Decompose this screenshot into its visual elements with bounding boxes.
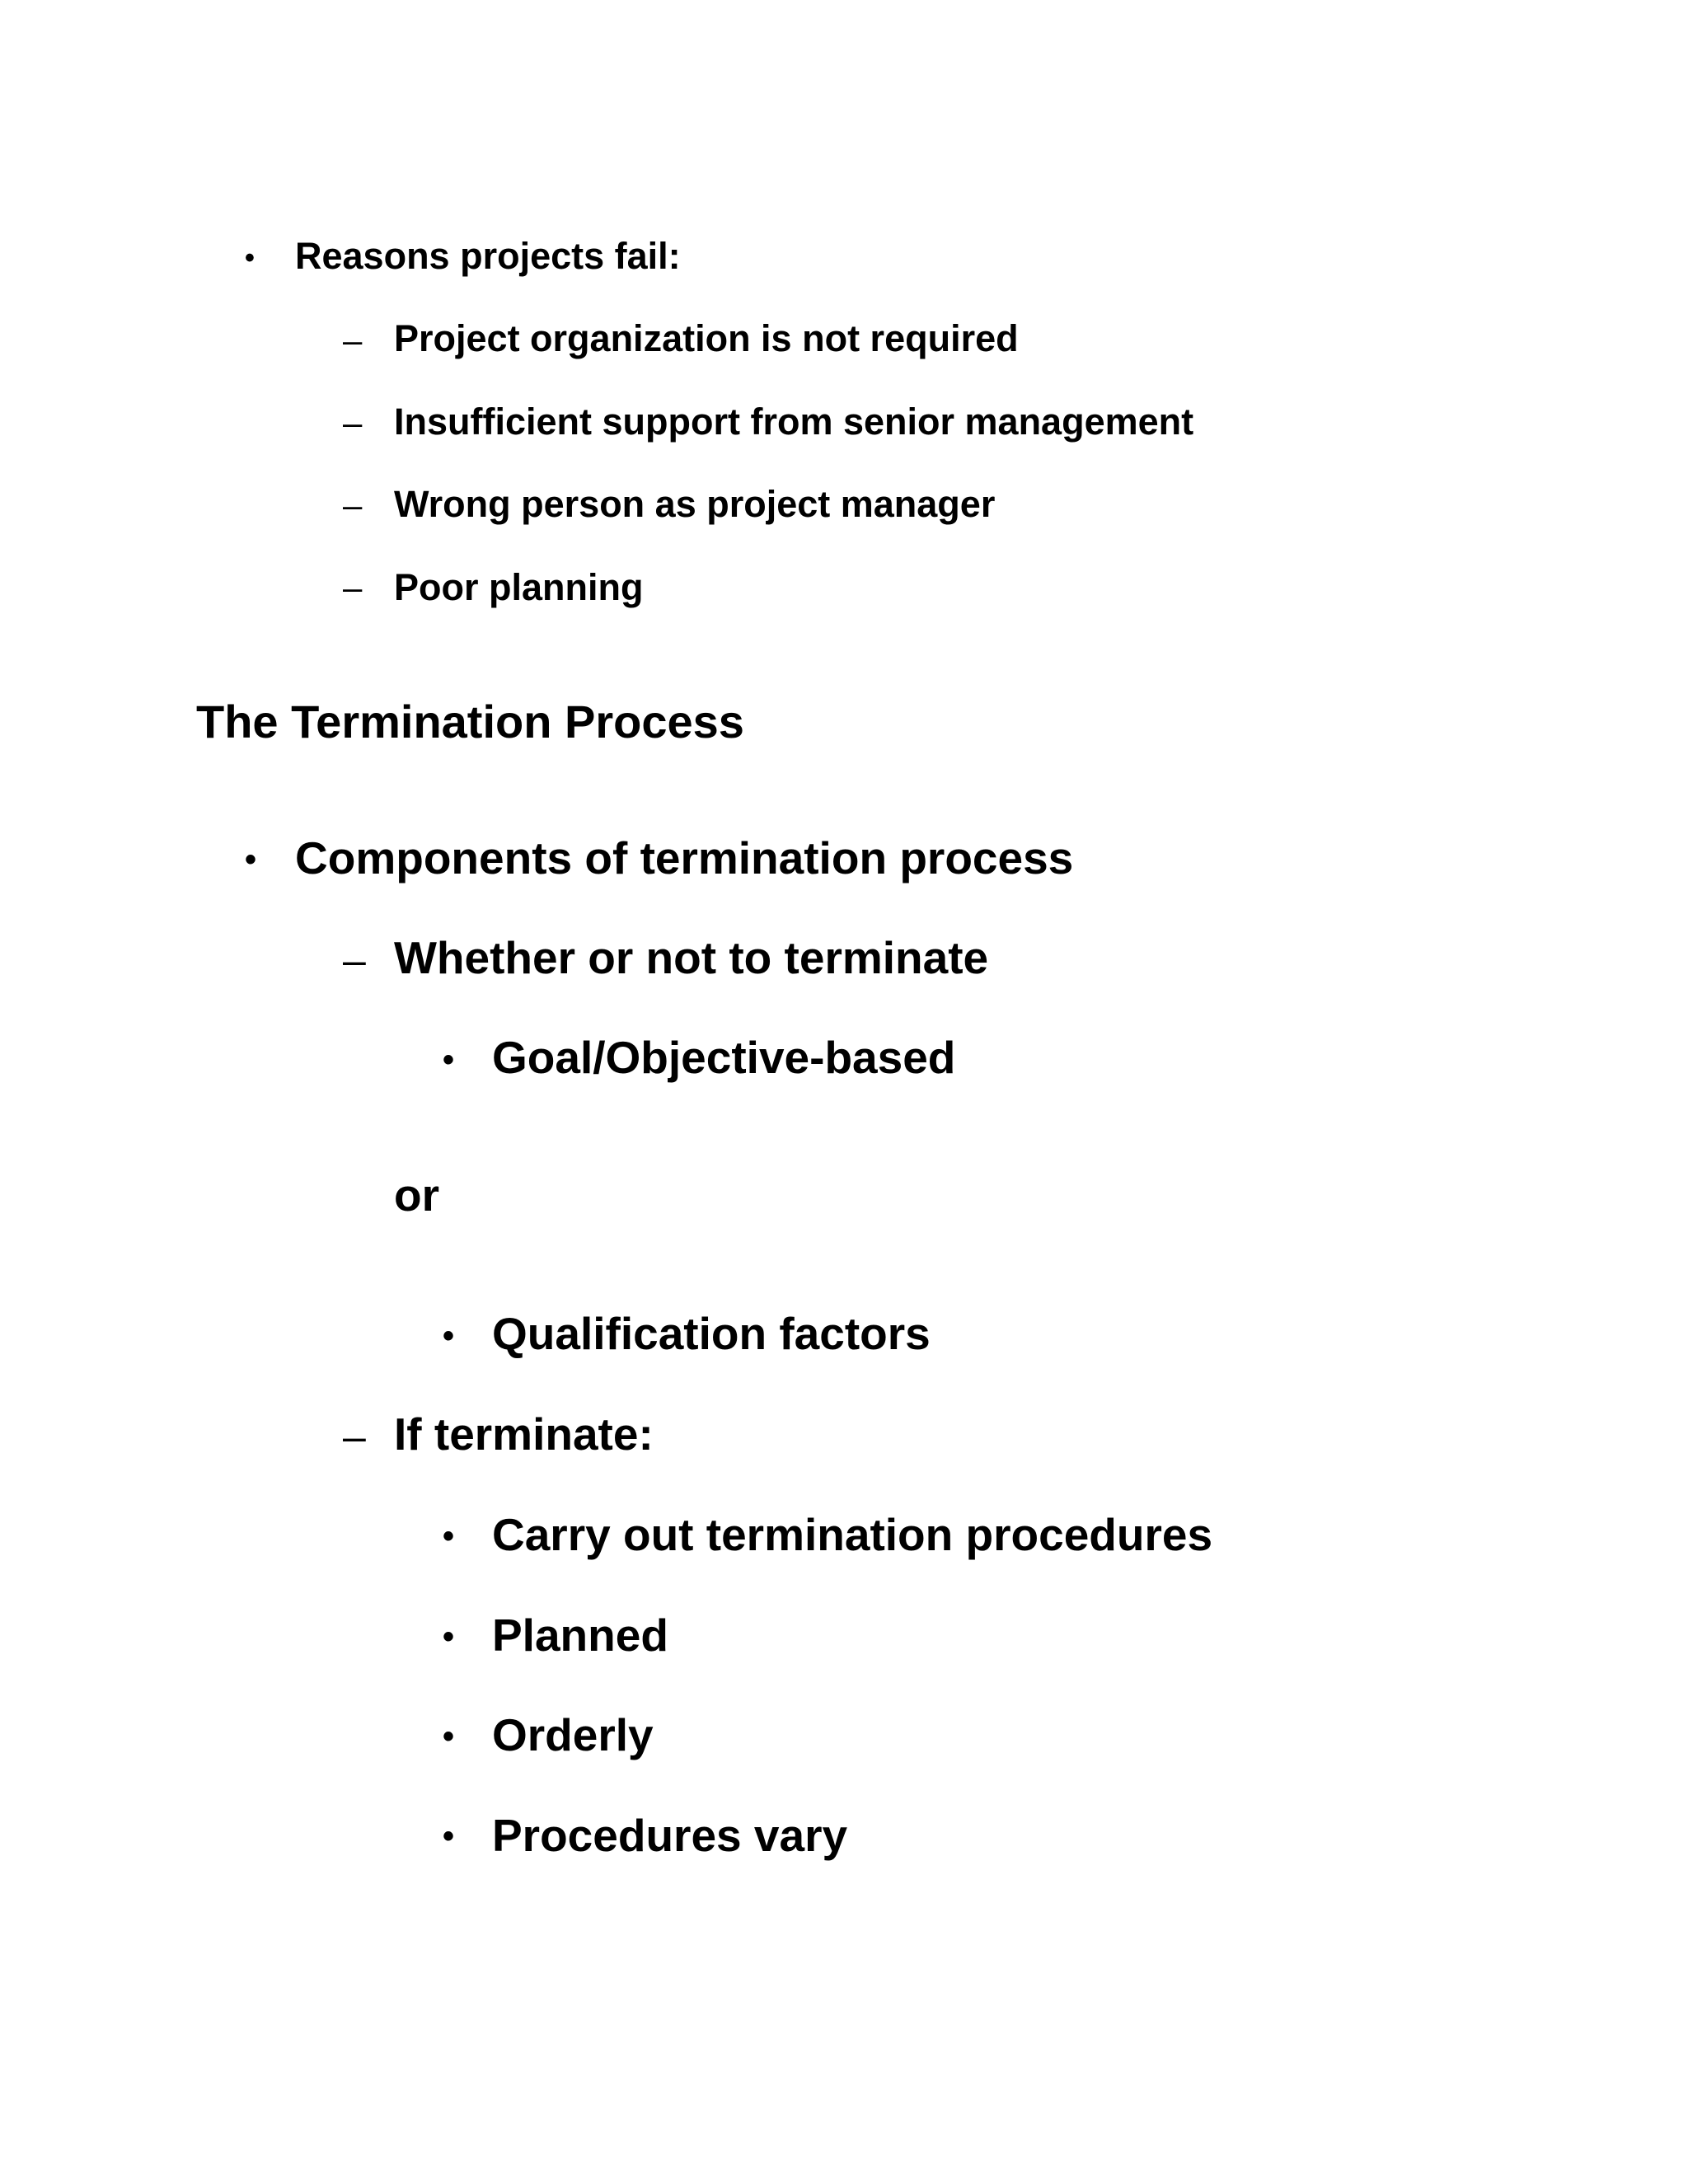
or-text: or [394,1169,439,1221]
bullet-icon: • [443,1619,455,1655]
bullet-icon: • [443,1518,455,1554]
dash-icon: – [343,568,363,607]
termination-step: Carry out termination procedures [492,1509,1213,1560]
bullet-icon: • [245,242,255,274]
termination-step: Planned [492,1610,668,1661]
bullet-icon: • [443,1318,455,1354]
bullet-icon: • [443,1718,455,1755]
reasons-heading: Reasons projects fail: [295,235,681,277]
option-qualification-factors: Qualification factors [492,1308,931,1359]
reason-item: Project organization is not required [394,317,1019,359]
section-title: The Termination Process [196,696,744,748]
components-label: Components of termination process [295,832,1074,883]
dash-icon: – [343,321,363,359]
dash-icon: – [343,937,366,983]
reason-item: Insufficient support from senior management [394,401,1194,443]
termination-step: Orderly [492,1709,654,1760]
reason-item: Wrong person as project manager [394,483,996,525]
bullet-icon: • [443,1042,455,1078]
termination-step: Procedures vary [492,1810,848,1861]
dash-icon: – [343,403,363,442]
if-terminate-label: If terminate: [394,1408,654,1460]
reason-item: Poor planning [394,566,644,608]
bullet-icon: • [245,841,257,878]
dash-icon: – [343,1413,366,1460]
bullet-icon: • [443,1818,455,1854]
decision-label: Whether or not to terminate [394,932,989,983]
option-goal-based: Goal/Objective-based [492,1032,956,1083]
dash-icon: – [343,485,363,524]
